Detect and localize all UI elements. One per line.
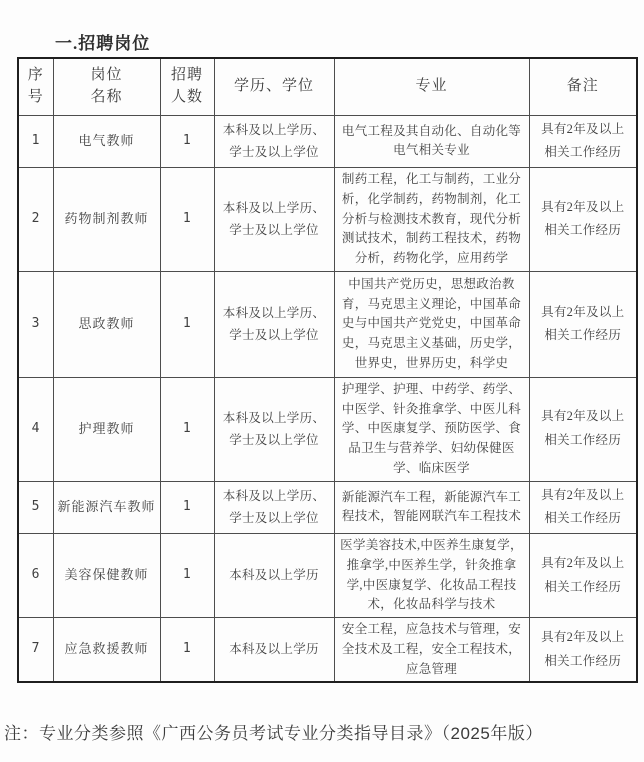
header-count-label: 招聘人数 [170, 67, 203, 105]
header-position [53, 58, 160, 115]
header-row [18, 58, 637, 115]
cell-remark: 具有2年及以上相关工作经历 [529, 115, 637, 168]
cell-no: 5 [18, 481, 53, 534]
table-row [18, 534, 637, 618]
header-position-label: 岗位名称 [90, 67, 123, 105]
table-row [18, 377, 637, 481]
cell-major: 医学美容技术,中医养生康复学，推拿学,中医养生学，针灸推拿学,中医康复学、化妆品工程技术，化妆品科学与技术 [334, 534, 529, 618]
cell-education: 本科及以上学历、学士及以上学位 [214, 481, 334, 534]
cell-position: 药物制剂教师 [53, 168, 160, 272]
cell-remark: 具有2年及以上相关工作经历 [529, 377, 637, 481]
table-row [18, 618, 637, 683]
cell-remark: 具有2年及以上相关工作经历 [529, 271, 637, 377]
recruitment-table [17, 57, 638, 683]
cell-remark: 具有2年及以上相关工作经历 [529, 168, 637, 272]
header-remark: 备注 [529, 58, 637, 115]
cell-position: 电气教师 [53, 115, 160, 168]
table-row [18, 271, 637, 377]
cell-education: 本科及以上学历、学士及以上学位 [214, 168, 334, 272]
cell-position: 新能源汽车教师 [53, 481, 160, 534]
cell-count: 1 [160, 377, 214, 481]
cell-count: 1 [160, 115, 214, 168]
header-education: 学历、学位 [214, 58, 334, 115]
header-no [18, 58, 53, 115]
header-major: 专业 [334, 58, 529, 115]
cell-major: 护理学、护理、中药学、药学、中医学、针灸推拿学、中医儿科学、中医康复学、预防医学、食品卫生与营养学、妇幼保健医学、临床医学 [334, 377, 529, 481]
cell-remark: 具有2年及以上相关工作经历 [529, 534, 637, 618]
cell-major: 中国共产党历史，思想政治教育，马克思主义理论，中国革命史与中国共产党党史，中国革命史，马克思主义基础，历史学，世界史，世界历史，科学史 [334, 271, 529, 377]
cell-no: 7 [18, 618, 53, 683]
cell-education: 本科及以上学历、学士及以上学位 [214, 271, 334, 377]
cell-no: 2 [18, 168, 53, 272]
cell-position: 思政教师 [53, 271, 160, 377]
cell-count: 1 [160, 271, 214, 377]
cell-remark: 具有2年及以上相关工作经历 [529, 481, 637, 534]
cell-count: 1 [160, 534, 214, 618]
section-title: 一.招聘岗位 [55, 34, 151, 53]
header-no-label: 序号 [27, 67, 44, 105]
cell-no: 3 [18, 271, 53, 377]
cell-position: 美容保健教师 [53, 534, 160, 618]
cell-remark: 具有2年及以上相关工作经历 [529, 618, 637, 683]
table-row [18, 168, 637, 272]
header-count [160, 58, 214, 115]
cell-count: 1 [160, 618, 214, 683]
cell-no: 6 [18, 534, 53, 618]
cell-major: 新能源汽车工程，新能源汽车工程技术，智能网联汽车工程技术 [334, 481, 529, 534]
table-row [18, 115, 637, 168]
cell-education: 本科及以上学历、学士及以上学位 [214, 377, 334, 481]
cell-count: 1 [160, 481, 214, 534]
cell-education: 本科及以上学历 [214, 618, 334, 683]
cell-no: 1 [18, 115, 53, 168]
cell-major: 安全工程，应急技术与管理，安全技术及工程，安全工程技术，应急管理 [334, 618, 529, 683]
cell-education: 本科及以上学历、学士及以上学位 [214, 115, 334, 168]
cell-count: 1 [160, 168, 214, 272]
cell-major: 制药工程，化工与制药，工业分析，化学制药，药物制剂，化工分析与检测技术教育，现代分析测试技术，制药工程技术，药物分析，药物化学，应用药学 [334, 168, 529, 272]
cell-position: 护理教师 [53, 377, 160, 481]
cell-major: 电气工程及其自动化、自动化等电气相关专业 [334, 115, 529, 168]
footnote: 注：专业分类参照《广西公务员考试专业分类指导目录》（2025年版） [4, 724, 543, 743]
cell-position: 应急救援教师 [53, 618, 160, 683]
table-row [18, 481, 637, 534]
cell-no: 4 [18, 377, 53, 481]
cell-education: 本科及以上学历 [214, 534, 334, 618]
